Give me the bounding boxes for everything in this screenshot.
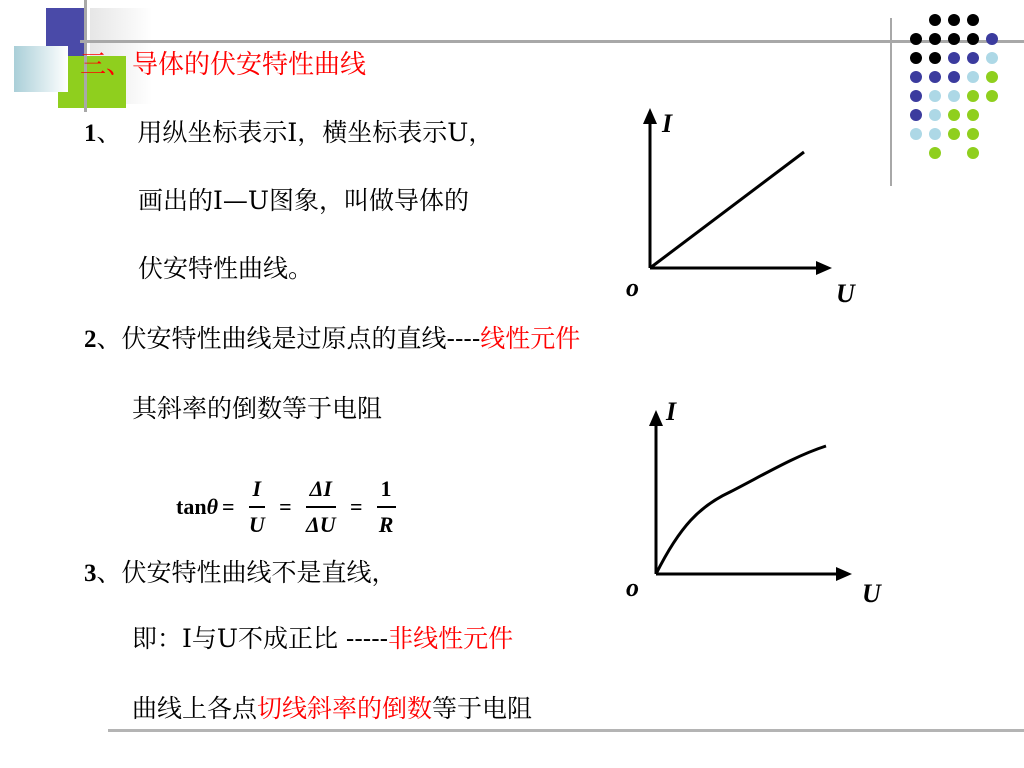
item3-line1 <box>84 556 397 591</box>
item3-line3-suffix: 等于电阻 <box>432 694 533 723</box>
item3-nonlinear-element: 非线性元件 <box>388 624 514 653</box>
item3-line2 <box>132 622 513 656</box>
decor-dot <box>967 52 979 64</box>
formula-fraction-i-u <box>249 476 266 538</box>
decor-dot <box>967 33 979 45</box>
nonlinear-iu-graph <box>600 396 890 616</box>
decor-dot <box>910 109 922 121</box>
decor-dot <box>929 14 941 26</box>
formula-equals-3: = <box>350 494 363 519</box>
decor-right-rule <box>890 18 892 186</box>
decor-dot <box>948 14 960 26</box>
fraction3-numerator: 1 <box>377 476 396 508</box>
graph2-x-arrow <box>836 567 852 581</box>
slide-title: 三、导体的伏安特性曲线 <box>80 50 367 80</box>
decor-dot <box>929 147 941 159</box>
graph1-origin-label: o <box>626 273 639 302</box>
graph2-y-label: I <box>666 397 677 426</box>
graph1-y-label: I <box>662 109 673 138</box>
item2-line1 <box>84 322 580 357</box>
item3-tangent-slope: 切线斜率的倒数 <box>257 694 433 723</box>
item1-line1 <box>84 116 493 151</box>
decor-dot <box>910 33 922 45</box>
decor-dot <box>910 52 922 64</box>
item1-text-line1: 用纵坐标表示I，横坐标表示U， <box>137 118 494 147</box>
decor-dot <box>929 90 941 102</box>
item1-line2: 画出的I—U图象，叫做导体的 <box>138 186 469 215</box>
decor-dot <box>967 14 979 26</box>
formula-fraction-delta <box>306 476 336 538</box>
linear-iu-graph <box>600 100 880 310</box>
graph1-x-arrow <box>816 261 832 275</box>
formula-tan: tan <box>176 494 207 519</box>
decor-dot <box>910 90 922 102</box>
decor-dot <box>929 109 941 121</box>
item1-number: 1 <box>84 120 97 147</box>
formula-equals-1: = <box>221 494 235 519</box>
decor-dot <box>967 90 979 102</box>
decor-dot <box>986 33 998 45</box>
decor-bottom-rule <box>108 729 1024 732</box>
graph1-x-label: U <box>836 279 855 308</box>
decor-dot-grid <box>910 14 1010 164</box>
graph2-curve <box>656 446 826 574</box>
decor-dot <box>986 52 998 64</box>
fraction1-numerator: I <box>249 476 266 508</box>
decor-dot <box>929 52 941 64</box>
decor-dot <box>967 71 979 83</box>
decor-dot <box>986 90 998 102</box>
decor-dot <box>948 128 960 140</box>
decor-dot <box>910 128 922 140</box>
item3-number: 3 <box>84 560 97 587</box>
item3-line3 <box>132 692 532 726</box>
decor-dot <box>948 33 960 45</box>
decor-dot <box>967 128 979 140</box>
fraction2-denominator: ΔU <box>305 512 336 537</box>
graph2-origin-label: o <box>626 573 639 602</box>
fraction3-denominator: R <box>378 512 394 537</box>
decor-dot <box>929 128 941 140</box>
fraction1-denominator: U <box>248 512 265 537</box>
decor-dot <box>910 71 922 83</box>
decor-dot <box>929 71 941 83</box>
item2-linear-element: 线性元件 <box>480 324 581 353</box>
decor-dot <box>948 71 960 83</box>
item1-line3: 伏安特性曲线。 <box>138 254 314 283</box>
item3-line3-prefix: 曲线上各点 <box>132 694 258 723</box>
decor-dot <box>967 147 979 159</box>
decor-dot <box>967 109 979 121</box>
graph2-y-arrow <box>649 410 663 426</box>
item3-line2-prefix: 即：I与U不成正比 ----- <box>132 624 389 653</box>
formula-fraction-one-r <box>377 476 396 538</box>
graph2-x-label: U <box>862 579 881 608</box>
graph1-y-arrow <box>643 108 657 124</box>
decor-dot <box>948 52 960 64</box>
formula-equals-2: = <box>279 494 292 519</box>
slope-formula <box>176 470 406 544</box>
item2-text-prefix: 、伏安特性曲线是过原点的直线---- <box>96 324 481 353</box>
fraction2-numerator: ΔI <box>306 476 336 508</box>
decor-dot <box>948 109 960 121</box>
item1-separator: 、 <box>96 118 122 147</box>
graph1-linear-line <box>650 152 804 268</box>
item2-number: 2 <box>84 326 97 353</box>
decor-dot <box>986 71 998 83</box>
decor-dot <box>929 33 941 45</box>
decor-top-rule <box>80 40 1024 43</box>
decor-dot <box>948 90 960 102</box>
decor-teal-block <box>14 46 68 92</box>
formula-theta: θ <box>206 494 218 519</box>
item2-line2: 其斜率的倒数等于电阻 <box>132 394 383 423</box>
item3-text: 、伏安特性曲线不是直线， <box>96 558 397 587</box>
